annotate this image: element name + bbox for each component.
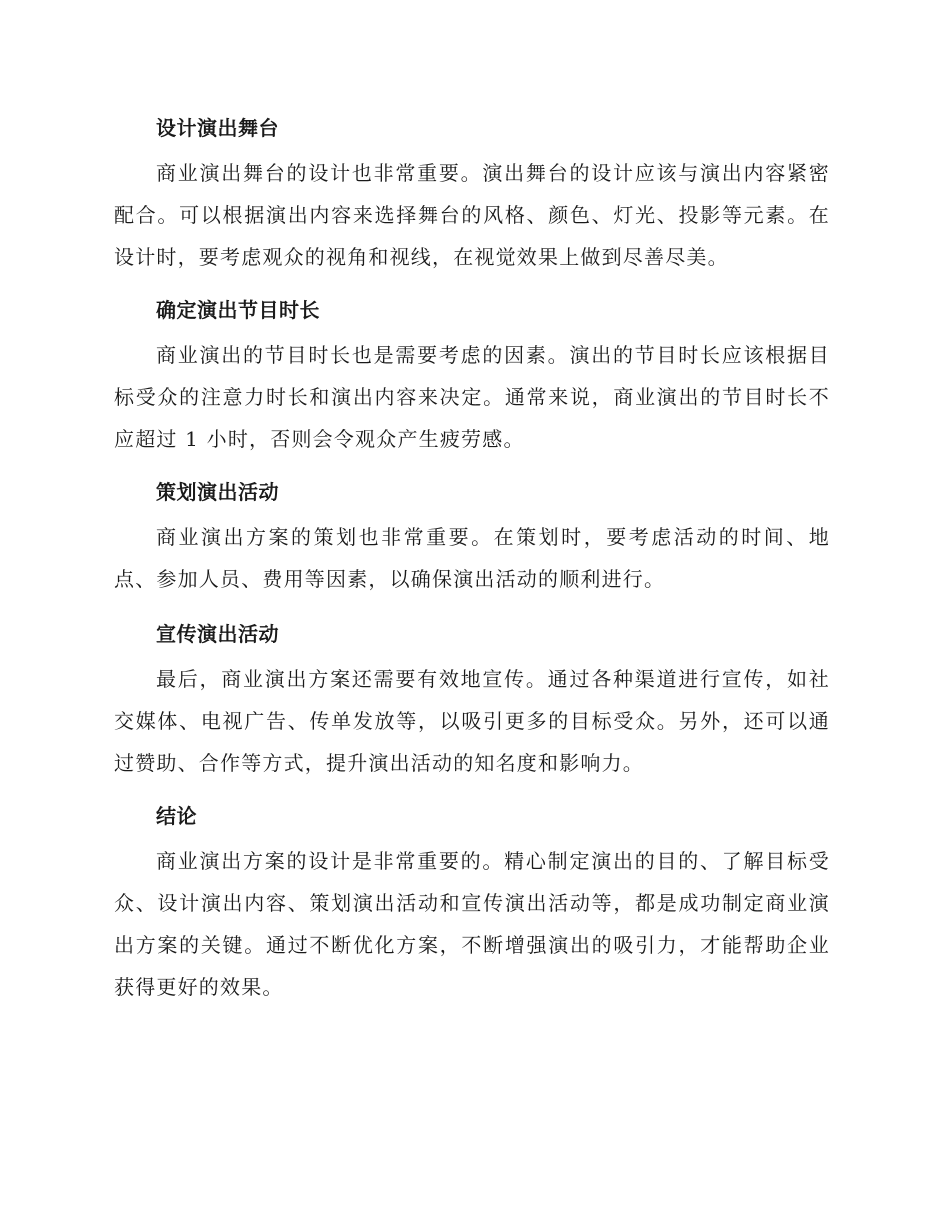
section-heading: 宣传演出活动 [156, 622, 279, 646]
section-program-duration [114, 290, 830, 460]
section-promotion [114, 614, 830, 784]
section-stage-design [114, 108, 830, 278]
section-heading: 确定演出节目时长 [156, 298, 320, 322]
section-paragraph: 最后，商业演出方案还需要有效地宣传。通过各种渠道进行宣传，如社交媒体、电视广告、传单发放等，以吸引更多的目标受众。另外，还可以通过赞助、合作等方式，提升演出活动的知名度和影响力。 [114, 667, 830, 775]
section-paragraph: 商业演出方案的策划也非常重要。在策划时，要考虑活动的时间、地点、参加人员、费用等因素，以确保演出活动的顺利进行。 [114, 525, 830, 591]
document-page [114, 108, 830, 1008]
section-paragraph: 商业演出舞台的设计也非常重要。演出舞台的设计应该与演出内容紧密配合。可以根据演出内容来选择舞台的风格、颜色、灯光、投影等元素。在设计时，要考虑观众的视角和视线，在视觉效果上做到尽善尽美。 [114, 161, 830, 269]
section-conclusion [114, 796, 830, 1008]
section-paragraph: 商业演出方案的设计是非常重要的。精心制定演出的目的、了解目标受众、设计演出内容、策划演出活动和宣传演出活动等，都是成功制定商业演出方案的关键。通过不断优化方案，不断增强演出的吸引力，才能帮助企业获得更好的效果。 [114, 849, 830, 999]
section-heading: 策划演出活动 [156, 480, 279, 504]
section-heading: 结论 [156, 804, 197, 828]
section-event-planning [114, 472, 830, 600]
section-paragraph: 商业演出的节目时长也是需要考虑的因素。演出的节目时长应该根据目标受众的注意力时长和演出内容来决定。通常来说，商业演出的节目时长不应超过 1 小时，否则会令观众产生疲劳感。 [114, 343, 830, 451]
section-heading: 设计演出舞台 [156, 116, 279, 140]
